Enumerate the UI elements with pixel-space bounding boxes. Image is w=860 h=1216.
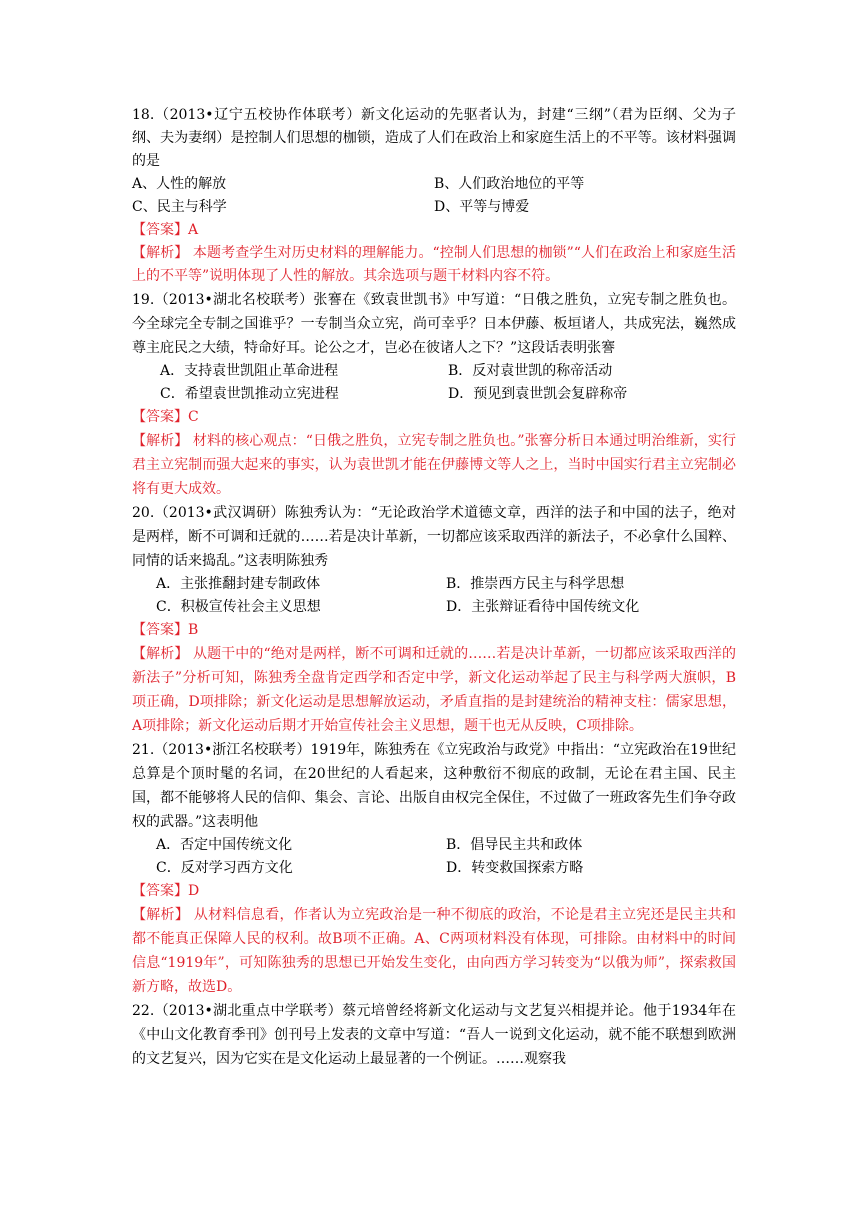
question-19-answer: 【答案】C: [132, 409, 199, 425]
question-19-options: [132, 360, 736, 406]
option-d: D．主张辩证看待中国传统文化: [446, 599, 640, 615]
option-a: A、人性的解放: [132, 176, 227, 192]
option-c: C．希望袁世凯推动立宪进程: [160, 386, 339, 402]
question-21-answer: 【答案】D: [132, 883, 200, 899]
option-b: B、人们政治地位的平等: [434, 176, 585, 192]
question-18-options: [132, 173, 736, 219]
option-c: C．积极宣传社会主义思想: [156, 599, 321, 615]
question-18-analysis: 【解析】 本题考查学生对历史材料的理解能力。“控制人们思想的枷锁”“人们在政治上和家庭生活上的不平等”说明体现了人性的解放。其余选项与题干材料内容不符。: [132, 245, 736, 284]
question-20-stem: 20.（2013•武汉调研）陈独秀认为：“无论政治学术道德文章，西洋的法子和中国的法子，绝对是两样，断不可调和迁就的……若是决计革新，一切都应该采取西洋的新法子，不必拿什么国粹、同情的话来捣乱。”这表明陈独秀: [132, 505, 736, 569]
option-c: C．反对学习西方文化: [156, 860, 293, 876]
option-b: B．推崇西方民主与科学思想: [446, 576, 625, 592]
question-21-options: [132, 834, 736, 880]
question-21-stem: 21.（2013•浙江名校联考）1919年，陈独秀在《立宪政治与政党》中指出：“立宪政治在19世纪总算是个顶时髦的名词，在20世纪的人看起来，这种敷衍不彻底的政制，无论在君主国、民主国，都不能够将人民的信仰、集会、言论、出版自由权完全保住，不过做了一班政客先生们争夺政权的武器。”这表明他: [132, 742, 736, 830]
option-a: A．支持袁世凯阻止革命进程: [160, 363, 339, 379]
option-b: B．反对袁世凯的称帝活动: [448, 363, 613, 379]
option-d: D、平等与博爱: [434, 199, 530, 215]
option-a: A．否定中国传统文化: [156, 837, 293, 853]
question-20-analysis: 【解析】 从题干中的“绝对是两样，断不可调和迁就的……若是决计革新，一切都应该采取西洋的新法子”分析可知，陈独秀全盘肯定西学和否定中学，新文化运动举起了民主与科学两大旗帜，B项正确，D项排除；新文化运动是思想解放运动，矛盾直指的是封建统治的精神支柱：儒家思想，A项排除；新文化运动后期才开始宣传社会主义思想，题干也无从反映，C项排除。: [132, 646, 736, 734]
option-d: D．预见到袁世凯会复辟称帝: [448, 386, 628, 402]
question-18-stem: 18.（2013•辽宁五校协作体联考）新文化运动的先驱者认为，封建“三纲”（君为臣纲、父为子纲、夫为妻纲）是控制人们思想的枷锁，造成了人们在政治上和家庭生活上的不平等。该材料强调的是: [132, 107, 736, 169]
question-22-stem: 22.（2013•湖北重点中学联考）蔡元培曾经将新文化运动与文艺复兴相提并论。他于1934年在《中山文化教育季刊》创刊号上发表的文章中写道：“吾人一说到文化运动，就不能不联想到欧洲的文艺复兴，因为它实在是文化运动上最显著的一个例证。……观察我: [132, 1003, 736, 1067]
document-content: [132, 104, 736, 1071]
question-20-answer: 【答案】B: [132, 622, 199, 638]
option-b: B．倡导民主共和政体: [446, 837, 583, 853]
option-a: A．主张推翻封建专制政体: [156, 576, 321, 592]
question-18-answer: 【答案】A: [132, 222, 199, 238]
question-19-stem: 19.（2013•湖北名校联考）张謇在《致袁世凯书》中写道：“日俄之胜负，立宪专制之胜负也。今全球完全专制之国谁乎？一专制当众立宪，尚可幸乎？日本伊藤、板垣诸人，共成宪法，巍然成尊主庇民之大绩，特命好耳。论公之才，岂必在彼诸人之下？”这段话表明张謇: [132, 292, 736, 356]
option-d: D．转变救国探索方略: [446, 860, 584, 876]
question-19-analysis: 【解析】 材料的核心观点：“日俄之胜负，立宪专制之胜负也。”张謇分析日本通过明治维新，实行君主立宪制而强大起来的事实，认为袁世凯才能在伊藤博文等人之上，当时中国实行君主立宪制必将有更大成效。: [132, 433, 736, 497]
question-20-options: [132, 573, 736, 619]
question-21-analysis: 【解析】 从材料信息看，作者认为立宪政治是一种不彻底的政治，不论是君主立宪还是民主共和都不能真正保障人民的权利。故B项不正确。A、C两项材料没有体现，可排除。由材料中的时间信息“1919年”，可知陈独秀的思想已开始发生变化，由向西方学习转变为“以俄为师”，探索救国新方略，故选D。: [132, 907, 736, 995]
option-c: C、民主与科学: [132, 199, 227, 215]
